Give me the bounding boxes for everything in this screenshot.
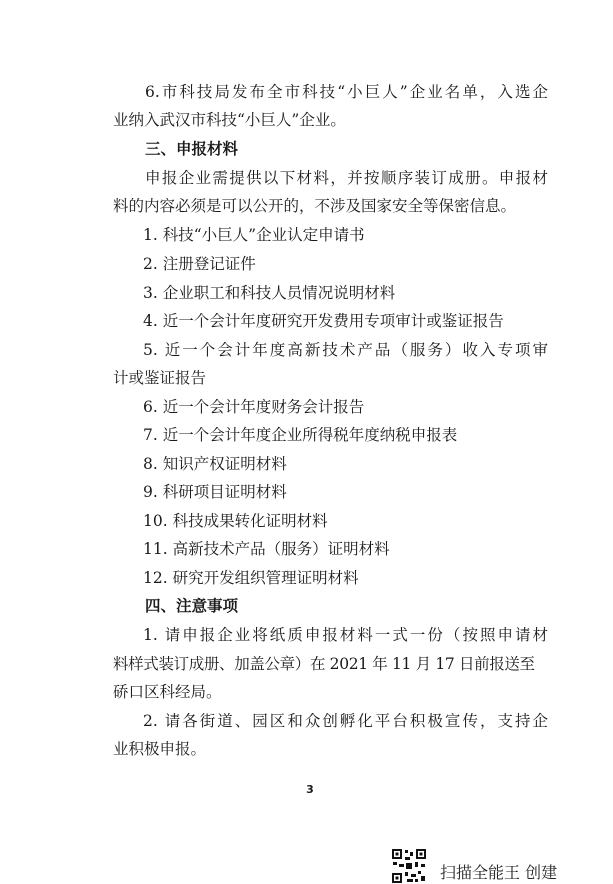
section3-heading: 三、申报材料: [145, 140, 239, 158]
section3-intro-line2: 料的内容必须是可以公开的，不涉及国家安全等保密信息。: [113, 197, 517, 215]
material-item-10: 10. 科技成果转化证明材料: [143, 512, 328, 530]
material-item-12: 12. 研究开发组织管理证明材料: [143, 569, 359, 587]
material-item-11: 11. 高新技术产品（服务）证明材料: [143, 540, 390, 558]
scanner-watermark-text: 扫描全能王 创建: [440, 863, 558, 882]
material-item-7: 7. 近一个会计年度企业所得税年度纳税申报表: [143, 426, 458, 444]
item6-line1: 6.市科技局发布全市科技“小巨人”企业名单，入选企: [145, 83, 548, 101]
material-item-3: 3. 企业职工和科技人员情况说明材料: [143, 284, 396, 302]
material-item-8: 8. 知识产权证明材料: [143, 455, 287, 473]
material-item-5-line1: 5. 近一个会计年度高新技术产品（服务）收入专项审: [143, 341, 548, 359]
page-number: 3: [306, 783, 314, 796]
material-item-1: 1. 科技“小巨人”企业认定申请书: [143, 226, 365, 244]
material-item-4: 4. 近一个会计年度研究开发费用专项审计或鉴证报告: [143, 312, 504, 330]
material-item-6: 6. 近一个会计年度财务会计报告: [143, 398, 365, 416]
material-item-5-line2: 计或鉴证报告: [113, 369, 207, 387]
section3-intro-line1: 申报企业需提供以下材料，并按顺序装订成册。申报材: [145, 169, 548, 187]
item6-line2: 业纳入武汉市科技“小巨人”企业。: [113, 111, 346, 129]
note1-line2: 料样式装订成册、加盖公章）在 2021 年 11 月 17 日前报送至: [113, 655, 535, 673]
note2-line1: 2. 请各街道、园区和众创孵化平台积极宣传，支持企: [143, 712, 548, 730]
note1-line3: 硚口区科经局。: [113, 683, 222, 701]
note1-line1: 1. 请申报企业将纸质申报材料一式一份（按照申请材: [143, 626, 548, 644]
note2-line2: 业积极申报。: [113, 740, 207, 758]
qr-code-icon: [391, 848, 427, 884]
material-item-9: 9. 科研项目证明材料: [143, 483, 287, 501]
section4-heading: 四、注意事项: [145, 597, 239, 615]
material-item-2: 2. 注册登记证件: [143, 255, 256, 273]
